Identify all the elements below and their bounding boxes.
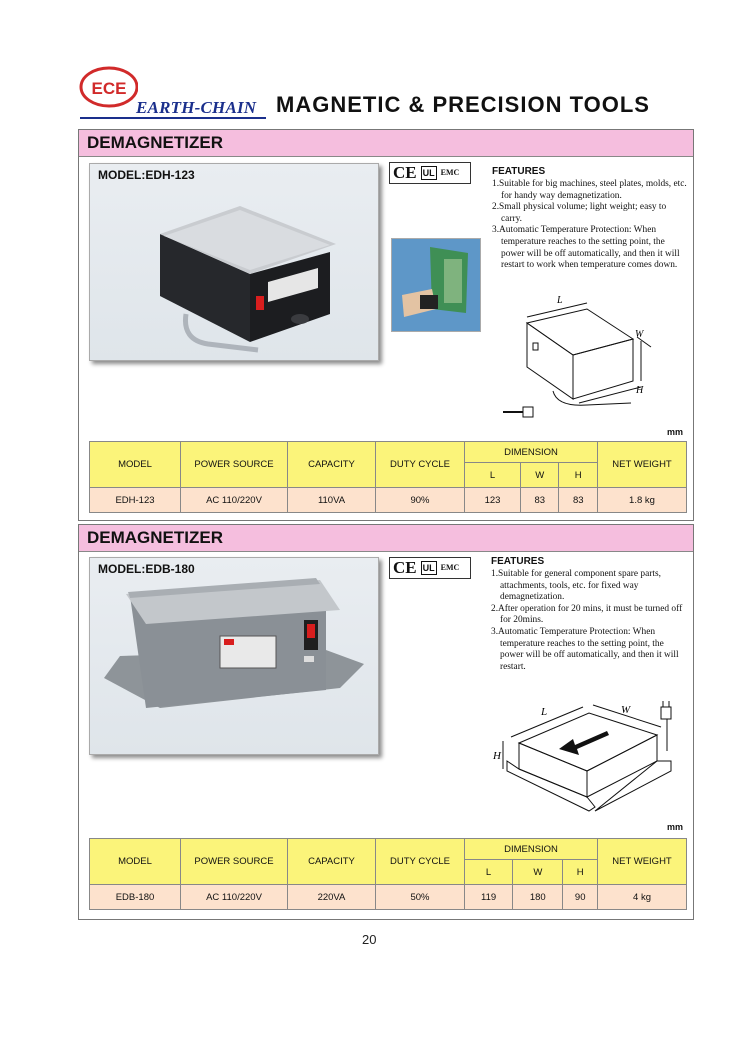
feature-item: 1.Suitable for big machines, steel plates, molds, etc. for handy way demagnetization. <box>492 179 687 201</box>
page-title: MAGNETIC & PRECISION TOOLS <box>276 92 650 117</box>
feature-item: 3.Automatic Temperature Protection: When temperature reaches to the setting point, the power will be off automatically, and then it will restart. <box>491 626 679 672</box>
ce-mark: CE <box>393 558 417 577</box>
th-dim-w: W <box>513 860 563 885</box>
cell-dim-l: 119 <box>465 885 513 910</box>
features-list <box>491 569 687 673</box>
th-power-source: POWER SOURCE <box>181 442 288 488</box>
dim-label-w: W <box>635 329 644 340</box>
th-net-weight: NET WEIGHT <box>598 442 687 488</box>
cell-dim-l: 123 <box>465 488 521 513</box>
features-list <box>492 179 688 272</box>
model-label: MODEL:EDH-123 <box>98 168 195 182</box>
cell-model: EDB-180 <box>90 885 181 910</box>
usage-photo <box>391 238 481 332</box>
cell-dim-h: 83 <box>559 488 598 513</box>
cell-dim-w: 180 <box>513 885 563 910</box>
cell-dim-h: 90 <box>563 885 598 910</box>
logo-text: ECE <box>91 79 127 98</box>
ul-mark: UL <box>422 168 435 178</box>
spec-table-edh-123 <box>89 441 687 513</box>
cell-capacity: 110VA <box>288 488 376 513</box>
th-model: MODEL <box>90 442 181 488</box>
emc-mark: EMC <box>440 168 460 177</box>
spec-table-edb-180 <box>89 838 687 910</box>
product-photo-edh-123 <box>89 163 379 361</box>
ece-logo <box>78 66 138 108</box>
section-title: DEMAGNETIZER <box>87 133 223 152</box>
brand-underline <box>80 117 266 119</box>
certification-badges <box>389 162 471 184</box>
features-heading: FEATURES <box>492 166 546 177</box>
page-number: 20 <box>362 932 377 947</box>
feature-item: 1.Suitable for general component spare parts, attachments, tools, etc. for fixed way demagnetization. <box>491 569 661 603</box>
ce-mark: CE <box>393 163 417 182</box>
product-photo-edb-180 <box>89 557 379 755</box>
cell-power-source: AC 110/220V <box>181 885 288 910</box>
th-dim-w: W <box>521 463 559 488</box>
th-power-source: POWER SOURCE <box>181 839 288 885</box>
section-edh-123 <box>78 129 694 521</box>
cell-model: EDH-123 <box>90 488 181 513</box>
brand-name: EARTH-CHAIN <box>136 98 257 117</box>
dim-label-l: L <box>557 295 563 306</box>
cell-duty-cycle: 50% <box>376 885 465 910</box>
th-duty-cycle: DUTY CYCLE <box>376 442 465 488</box>
th-net-weight: NET WEIGHT <box>598 839 687 885</box>
dimension-diagram-edb-180 <box>489 691 679 821</box>
dim-label-w: W <box>621 704 631 716</box>
section-edb-180 <box>78 524 694 920</box>
features-heading: FEATURES <box>491 556 545 567</box>
th-dimension: DIMENSION <box>465 839 598 860</box>
th-dim-h: H <box>563 860 598 885</box>
th-dim-h: H <box>559 463 598 488</box>
th-duty-cycle: DUTY CYCLE <box>376 839 465 885</box>
feature-item: 2.After operation for 20 mins, it must be turned off for 20mins. <box>491 603 683 626</box>
section-header <box>79 130 693 157</box>
cell-duty-cycle: 90% <box>376 488 465 513</box>
th-dim-l: L <box>465 860 513 885</box>
cell-power-source: AC 110/220V <box>181 488 288 513</box>
cell-capacity: 220VA <box>288 885 376 910</box>
cell-net-weight: 1.8 kg <box>598 488 687 513</box>
th-model: MODEL <box>90 839 181 885</box>
unit-label: mm <box>667 427 684 437</box>
unit-label: mm <box>667 822 684 832</box>
th-capacity: CAPACITY <box>288 839 376 885</box>
model-label: MODEL:EDB-180 <box>98 562 195 576</box>
th-capacity: CAPACITY <box>288 442 376 488</box>
dim-label-h: H <box>493 750 501 762</box>
dimension-diagram-edh-123 <box>491 295 661 430</box>
certification-badges <box>389 557 471 579</box>
section-title: DEMAGNETIZER <box>87 528 223 547</box>
emc-mark: EMC <box>440 563 460 572</box>
th-dim-l: L <box>465 463 521 488</box>
cell-dim-w: 83 <box>521 488 559 513</box>
feature-item: 3.Automatic Temperature Protection: When temperature reaches to the setting point, the power will be off automatically, and then it will restart to work when temperature comes down. <box>492 225 680 271</box>
th-dimension: DIMENSION <box>465 442 598 463</box>
feature-item: 2.Small physical volume; light weight; easy to carry. <box>492 202 667 224</box>
dim-label-h: H <box>636 385 644 396</box>
cell-net-weight: 4 kg <box>598 885 687 910</box>
ul-mark: UL <box>422 563 435 573</box>
section-header <box>79 525 693 552</box>
dim-label-l: L <box>541 706 548 718</box>
